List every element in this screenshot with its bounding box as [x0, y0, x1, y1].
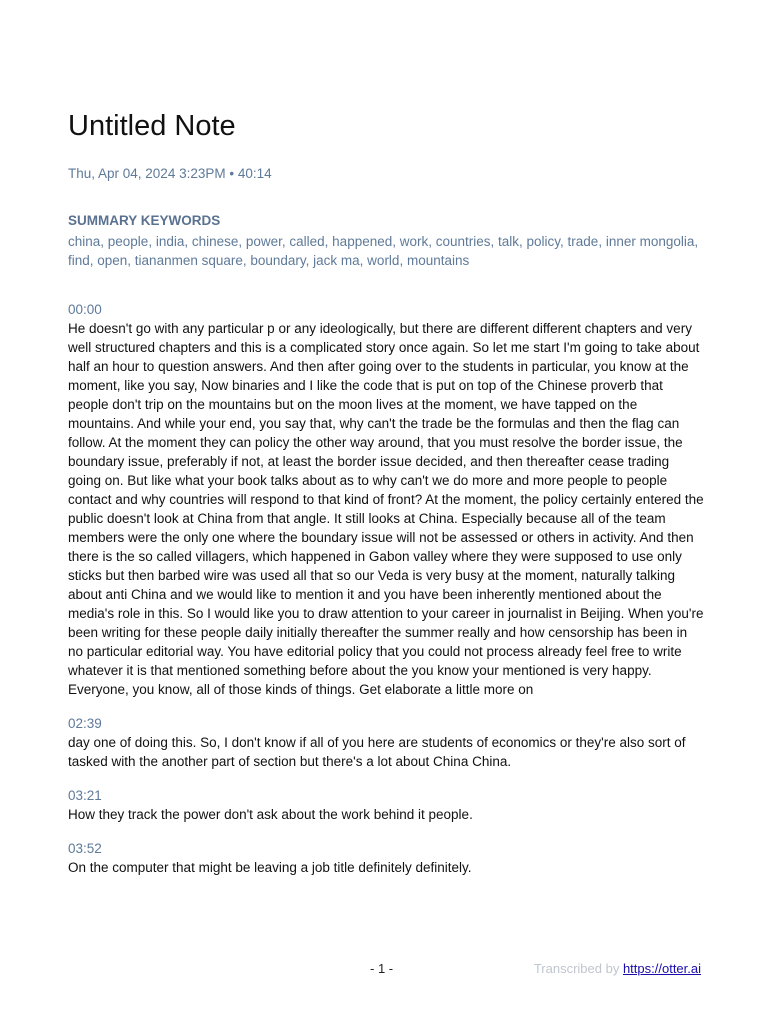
page-number: - 1 -: [370, 961, 394, 976]
transcript-segment: [68, 839, 704, 877]
segment-text: He doesn't go with any particular p or any ideologically, but there are different different chapters and very well structured chapters and this is a complicated story once again. So let me start I'm going to take about half an hour to question answers. And then after going over to the students in particular, you know at the moment, like you say, Now binaries and I like the code that is put on top of the Chinese proverb that people don't trip on the mountains but on the moon lives at the moment, we have tapped on the mountains. And while your end, you say that, why can't the trade be the formulas and then the flag can follow. At the moment they can policy the other way around, that you must resolve the border issue, the boundary issue, preferably if not, at least the border issue decided, and then thereafter cease trading going on. But like what your book talks about as to why can't we do more and more people to people contact and why countries will respond to that kind of front? At the moment, the policy certainly entered the public doesn't look at China from that angle. It still looks at China. Especially because all of the team members were the only one where the boundary issue will not be assessed or others in activity. And then there is the so called villagers, which happened in Gabon valley where they were supposed to use only sticks but then barbed wire was used all that so our Veda is very busy at the moment, naturally talking about anti China and we would like to mention it and you have been inherently mentioned about the media's role in this. So I would like you to draw attention to your career in journalist in Beijing. When you're been writing for these people daily initially thereafter the summer really and how censorship has been in no particular editorial way. You have editorial policy that you could not process already feel free to write whatever it is that mentioned something before about the you know your mentioned is very happy. Everyone, you know, all of those kinds of things. Get elaborate a little more on: [68, 321, 704, 697]
transcript-segment: [68, 714, 704, 771]
summary-keywords-list: china, people, india, chinese, power, called, happened, work, countries, talk, policy, trade, inner mongolia, find, open, tiananmen square, boundary, jack ma, world, mountains: [68, 234, 699, 268]
page-title: Untitled Note: [68, 110, 236, 142]
transcription-credit: [534, 961, 701, 976]
segment-timestamp: 03:52: [68, 841, 102, 856]
segment-timestamp: 03:21: [68, 788, 102, 803]
otter-link[interactable]: https://otter.ai: [622, 961, 701, 976]
segment-timestamp: 02:39: [68, 716, 102, 731]
summary-keywords-heading: SUMMARY KEYWORDS: [68, 213, 221, 228]
segment-text: On the computer that might be leaving a job title definitely definitely.: [68, 860, 472, 875]
segment-text: day one of doing this. So, I don't know if all of you here are students of economics or they're also sort of tasked with the another part of section but there's a lot about China China.: [68, 735, 686, 769]
note-meta: Thu, Apr 04, 2024 3:23PM • 40:14: [68, 166, 272, 181]
credit-prefix: Transcribed by: [533, 961, 623, 976]
transcript-segment: [68, 300, 704, 699]
transcript-segment: [68, 786, 704, 824]
transcript: [68, 300, 704, 892]
segment-text: How they track the power don't ask about the work behind it people.: [68, 807, 473, 822]
segment-timestamp: 00:00: [68, 302, 102, 317]
